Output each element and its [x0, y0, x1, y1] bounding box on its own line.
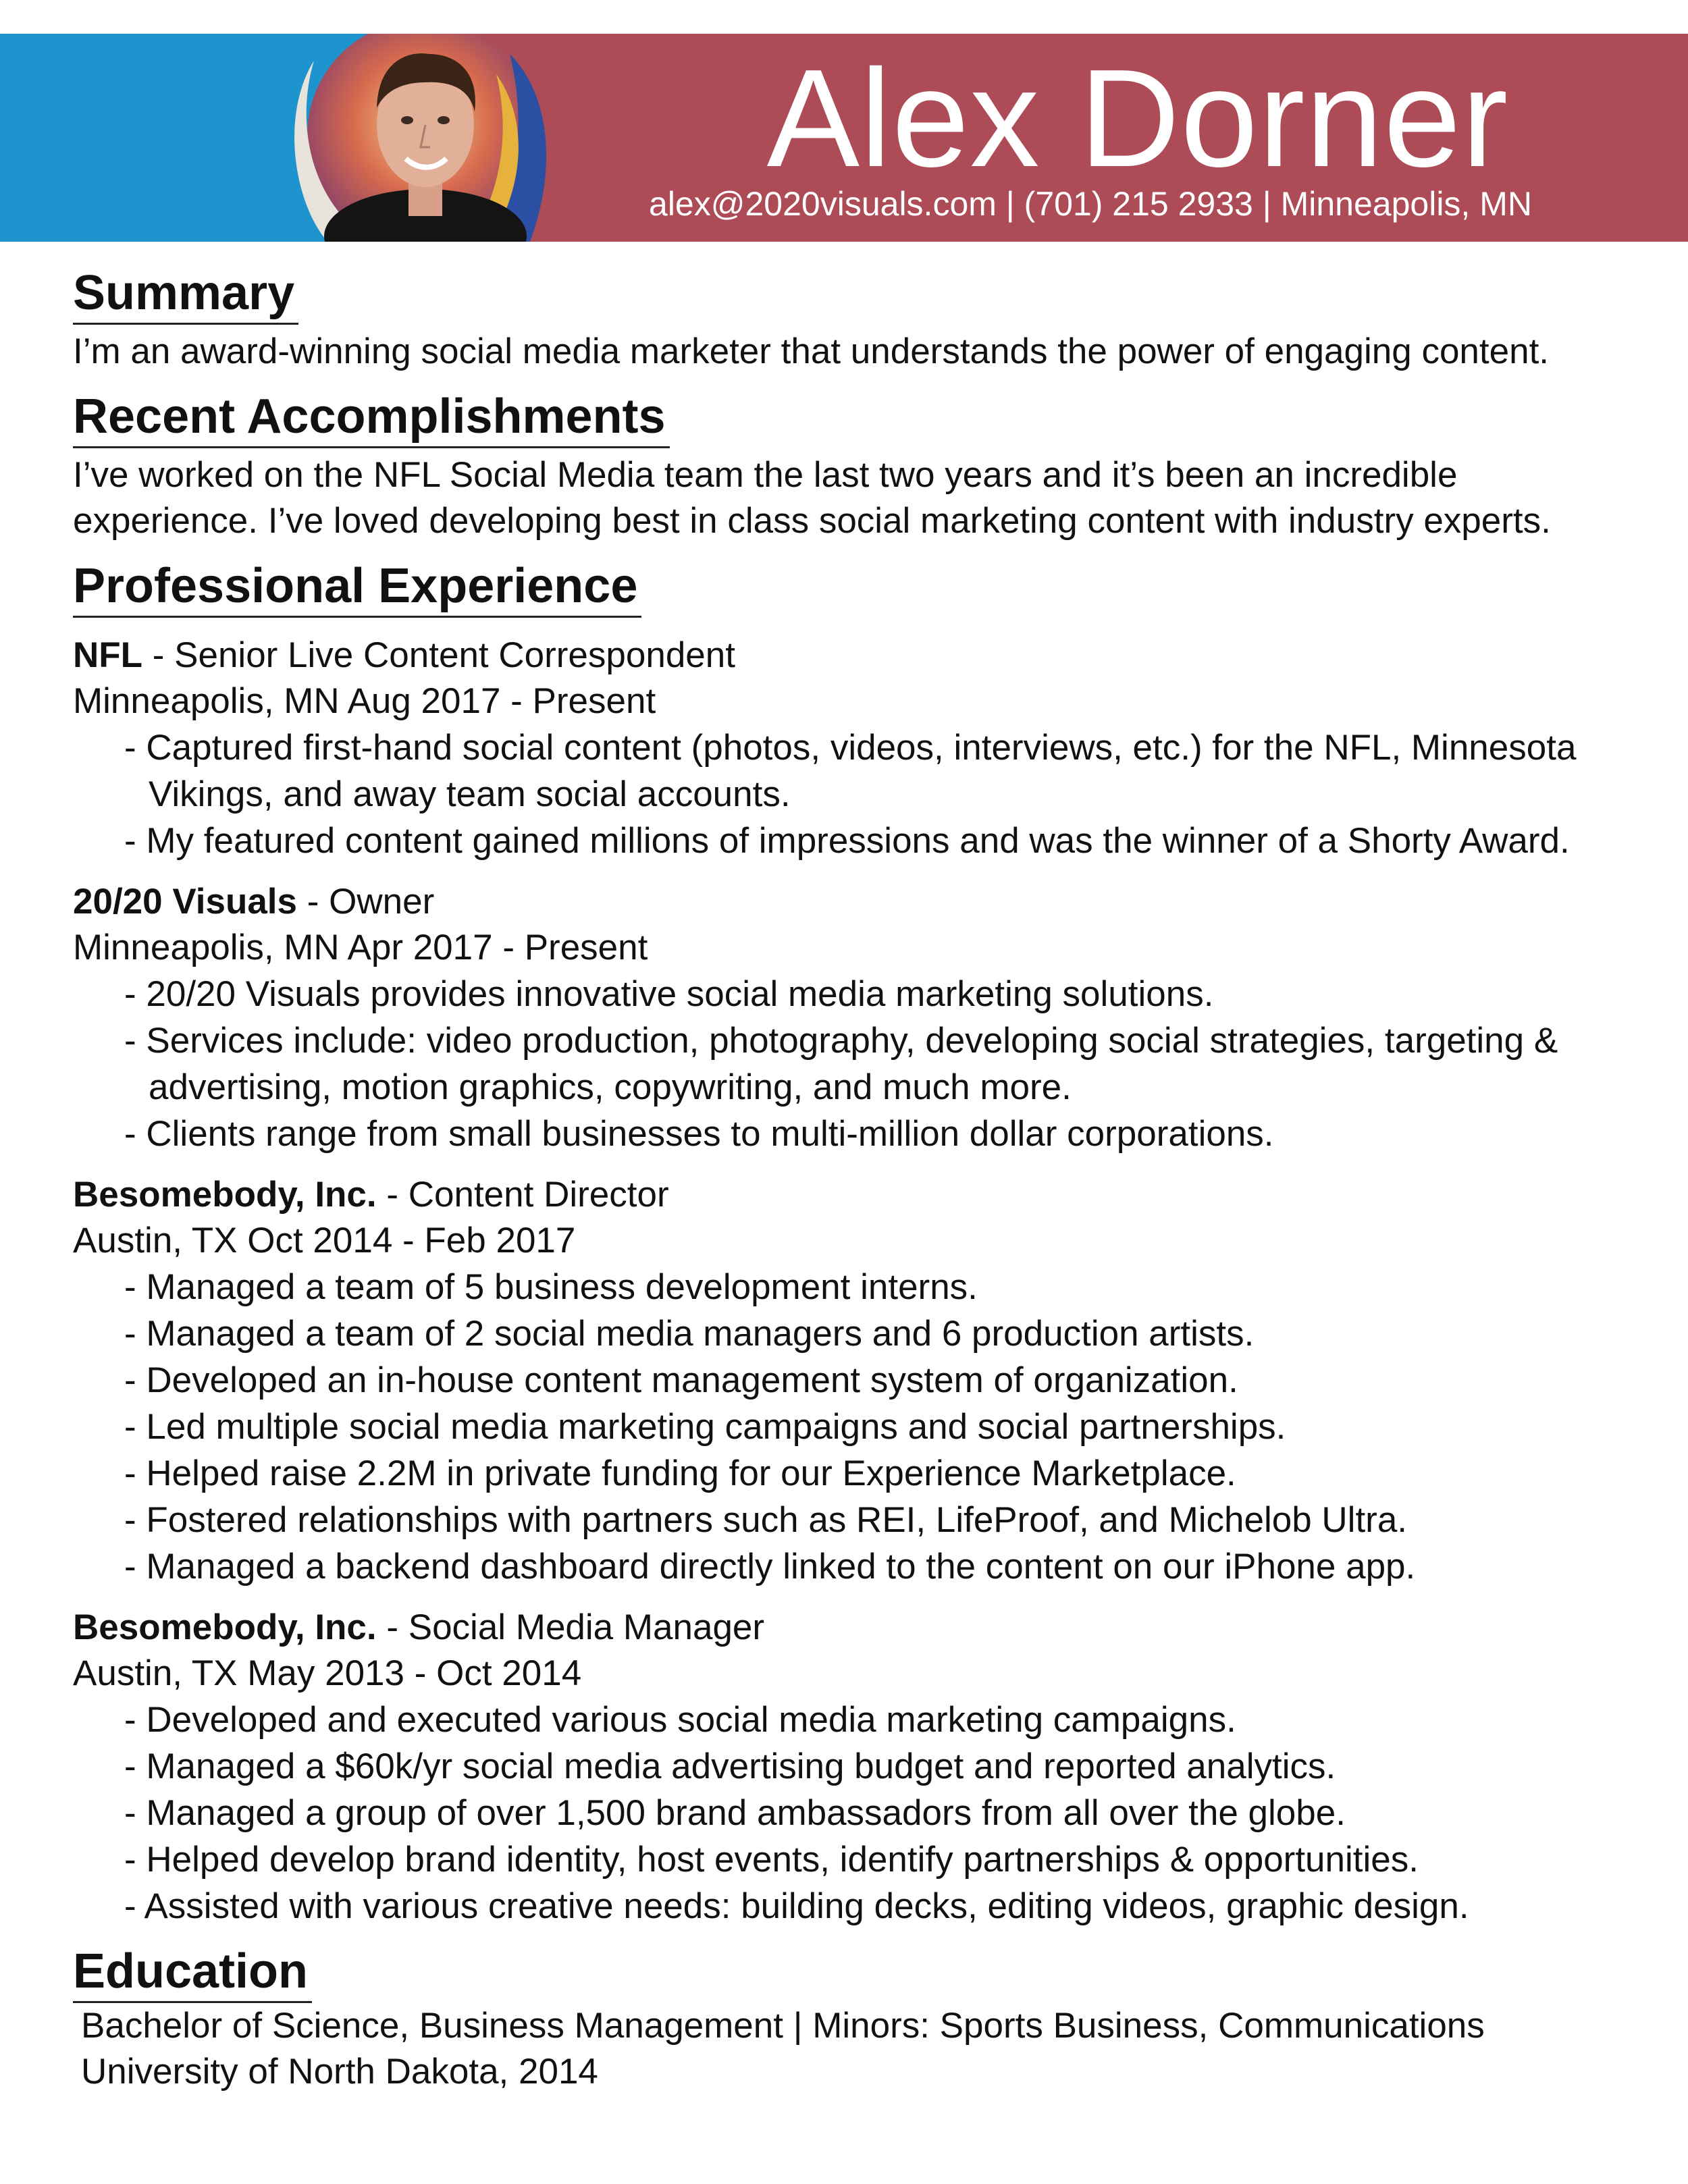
bullet-item: - Managed a team of 2 social media managers and 6 production artists. [124, 1310, 1646, 1357]
experience-heading: Professional Experience [73, 556, 641, 618]
accomplishments-heading: Recent Accomplishments [73, 387, 670, 448]
job-entry [73, 633, 1646, 864]
contact-info: alex@2020visuals.com | (701) 215 2933 | Minneapolis, MN [649, 185, 1532, 223]
job-bullets [73, 1697, 1646, 1929]
job-bullets [73, 1264, 1646, 1590]
job-company: NFL [73, 635, 143, 675]
job-title-line [73, 1605, 1646, 1651]
job-meta: Minneapolis, MN Aug 2017 - Present [73, 681, 656, 721]
job-company: Besomebody, Inc. [73, 1175, 377, 1215]
bullet-item: - Led multiple social media marketing campaigns and social partnerships. [124, 1404, 1646, 1450]
job-role: - Content Director [376, 1175, 669, 1215]
accomplishments-section [73, 387, 1646, 544]
job-meta: Minneapolis, MN Apr 2017 - Present [73, 928, 648, 967]
job-entry [73, 879, 1646, 1157]
job-title-line [73, 879, 1646, 925]
job-entry [73, 1172, 1646, 1590]
summary-section [73, 263, 1646, 375]
education-section [73, 1942, 1646, 2095]
job-title-line [73, 1172, 1646, 1218]
candidate-name: Alex Dorner [766, 41, 1509, 196]
bullet-item: - Helped develop brand identity, host events, identify partnerships & opportunities. [124, 1836, 1646, 1883]
summary-heading: Summary [73, 263, 298, 325]
accomplishments-text: I’ve worked on the NFL Social Media team the last two years and it’s been an incredible experience. I’ve loved developing best in class social marketing content with industry experts. [73, 455, 1551, 541]
job-role: - Senior Live Content Correspondent [142, 635, 735, 675]
job-title-line [73, 633, 1646, 678]
bullet-item: - Helped raise 2.2M in private funding for our Experience Marketplace. [124, 1450, 1646, 1497]
job-entry [73, 1605, 1646, 1929]
education-school: University of North Dakota, 2014 [81, 2052, 598, 2092]
bullet-item: - Captured first-hand social content (photos, videos, interviews, etc.) for the NFL, Minnesota Vikings, and away team social accounts. [124, 724, 1646, 818]
bullet-item: - Managed a team of 5 business development interns. [124, 1264, 1646, 1310]
bullet-item: - Managed a $60k/yr social media advertising budget and reported analytics. [124, 1743, 1646, 1790]
job-meta: Austin, TX Oct 2014 - Feb 2017 [73, 1221, 576, 1260]
bullet-item: - Managed a group of over 1,500 brand ambassadors from all over the globe. [124, 1790, 1646, 1836]
job-company: 20/20 Visuals [73, 882, 298, 922]
bullet-item: - Developed an in-house content management system of organization. [124, 1357, 1646, 1404]
profile-photo [287, 34, 557, 242]
education-degree: Bachelor of Science, Business Management | Minors: Sports Business, Communications [81, 2006, 1485, 2046]
experience-section [73, 556, 1646, 1929]
job-role: - Social Media Manager [376, 1607, 765, 1647]
bullet-item: - Assisted with various creative needs: building decks, editing videos, graphic design. [124, 1883, 1646, 1929]
job-role: - Owner [297, 882, 435, 922]
job-company: Besomebody, Inc. [73, 1607, 377, 1647]
education-heading: Education [73, 1942, 312, 2003]
resume-body [73, 263, 1646, 2095]
bullet-item: - Managed a backend dashboard directly linked to the content on our iPhone app. [124, 1543, 1646, 1590]
job-bullets [73, 971, 1646, 1157]
job-bullets [73, 724, 1646, 864]
header-banner [0, 34, 1688, 242]
bullet-item: - Developed and executed various social media marketing campaigns. [124, 1697, 1646, 1743]
bullet-item: - Clients range from small businesses to multi-million dollar corporations. [124, 1111, 1646, 1157]
bullet-item: - Fostered relationships with partners such as REI, LifeProof, and Michelob Ultra. [124, 1497, 1646, 1543]
job-meta: Austin, TX May 2013 - Oct 2014 [73, 1653, 582, 1693]
bullet-item: - My featured content gained millions of impressions and was the winner of a Shorty Award. [124, 818, 1646, 864]
bullet-item: - Services include: video production, photography, developing social strategies, targeting & advertising, motion graphics, copywriting, and much more. [124, 1017, 1646, 1111]
summary-text: I’m an award-winning social media marketer that understands the power of engaging content. [73, 331, 1550, 371]
bullet-item: - 20/20 Visuals provides innovative social media marketing solutions. [124, 971, 1646, 1017]
